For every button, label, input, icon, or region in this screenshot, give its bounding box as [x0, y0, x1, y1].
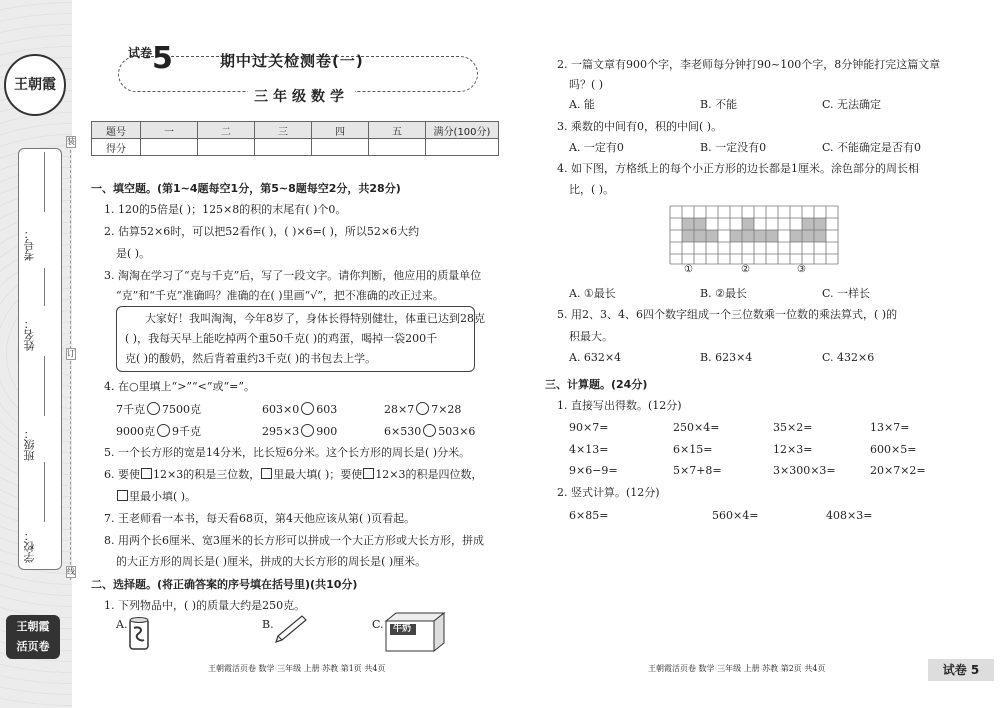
question-2-line1: 2. 估算52×6时，可以把52看作( )，( )×6=( )，所以52×6大约	[104, 225, 420, 238]
score-cell[interactable]	[198, 139, 255, 156]
calc-item: 5×7+8=	[673, 464, 722, 477]
option[interactable]: A. 一定有0	[569, 141, 624, 154]
story-box	[116, 306, 485, 372]
score-table-header	[92, 122, 499, 139]
compare-left: 9000克	[116, 425, 155, 438]
shaded-cell	[682, 218, 694, 230]
calc-item: 90×7=	[569, 421, 609, 434]
story-line: 克( )的酸奶，然后背着重约3千克( )的书包去上学。	[125, 352, 377, 365]
option[interactable]: C. 无法确定	[822, 98, 882, 111]
shaded-cell	[814, 218, 826, 230]
can-icon	[128, 616, 150, 652]
blank-square[interactable]	[261, 468, 272, 479]
story-line: ( )，我每天早上能吃掉两个重50千克( )的鸡蛋，喝掉一袋200千	[125, 332, 438, 345]
grid-label: ②	[741, 264, 750, 275]
cut-mark: 装	[67, 137, 75, 146]
question-3-line1: 3. 淘淘在学习了“克与千克”后，写了一段文字。请你判断，他应用的质量单位	[104, 269, 482, 282]
class-line[interactable]	[44, 356, 45, 416]
shaded-cell	[706, 230, 718, 242]
table-cell: 三	[255, 122, 312, 139]
blank-square[interactable]	[141, 468, 152, 479]
compare-right: 7×28	[431, 403, 462, 416]
choice-3: 3. 乘数的中间有0，积的中间( )。	[557, 120, 723, 133]
compare-left: 28×7	[384, 403, 415, 416]
shaded-cell	[730, 230, 742, 242]
option[interactable]: B. 一定没有0	[700, 141, 767, 154]
calc-item: 3×300×3=	[773, 464, 836, 477]
paper-badge	[128, 41, 173, 76]
option[interactable]: A. 能	[569, 98, 595, 111]
compare-circle[interactable]	[301, 402, 314, 415]
score-cell[interactable]	[426, 139, 499, 156]
table-cell: 得分	[92, 139, 141, 156]
calc-item: 20×7×2=	[870, 464, 926, 477]
q6-text: 里最大填( )；要使	[273, 468, 363, 481]
school-line[interactable]	[44, 462, 45, 522]
table-cell: 满分(100分)	[426, 122, 499, 139]
shaded-cell	[802, 218, 814, 230]
badge-number: 5	[152, 41, 173, 76]
shaded-cell	[742, 230, 754, 242]
compare-right: 503×6	[438, 425, 476, 438]
option[interactable]: C. 不能确定是否有0	[822, 141, 922, 154]
compare-item	[384, 402, 461, 417]
compare-circle[interactable]	[423, 424, 436, 437]
brand-logo-bottom	[6, 615, 60, 659]
choice-1: 1. 下列物品中，( )的质量大约是250克。	[104, 599, 306, 612]
name-label: 姓名：	[23, 318, 36, 351]
compare-item	[116, 402, 201, 417]
shaded-cell	[814, 230, 826, 242]
page-title: 期中过关检测卷(一)	[220, 52, 364, 70]
compare-item	[262, 424, 337, 439]
section-3-title: 三、计算题。(24分)	[545, 378, 648, 391]
exam-number-line[interactable]	[44, 152, 45, 212]
compare-item	[116, 424, 201, 439]
question-6-line2	[116, 490, 196, 504]
calc-item: 250×4=	[673, 421, 720, 434]
school-label: 学校：	[23, 530, 36, 563]
story-line: 大家好！我叫淘淘，今年8岁了，身体长得特别健壮，体重已达到28克	[145, 312, 485, 325]
badge-label: 试卷	[128, 46, 153, 60]
paper-tag: 试卷 5	[928, 659, 994, 681]
grid-label: ③	[797, 264, 806, 275]
compare-right: 900	[316, 425, 338, 438]
choice-5-line2: 积最大。	[569, 330, 613, 343]
question-3-line2: “克”和“千克”准确吗？准确的在( )里画“√”，把不准确的改正过来。	[116, 289, 444, 302]
question-2-line2: 是( )。	[116, 247, 151, 260]
class-label: 班级：	[23, 428, 36, 461]
shaded-cell	[742, 218, 754, 230]
footer-right: 王朝霞活页卷 数学 三年级 上册 苏教 第2页 共4页	[648, 664, 826, 673]
q6-text: 12×3的积是四位数，	[375, 468, 483, 481]
compare-circle[interactable]	[147, 402, 160, 415]
blank-square[interactable]	[363, 468, 374, 479]
calc-item: 35×2=	[773, 421, 813, 434]
question-8-line2: 的大正方形的周长是( )厘米，拼成的大长方形的周长是( )厘米。	[116, 555, 427, 568]
section-1-title: 一、填空题。(第1~4题每空1分，第5~8题每空2分，共28分)	[91, 182, 401, 195]
option[interactable]: A. ①最长	[569, 287, 616, 300]
compare-circle[interactable]	[301, 424, 314, 437]
question-4: 4. 在○里填上“>”“<”或“=”。	[104, 380, 255, 393]
q6-text: 里最小填( )。	[129, 490, 197, 503]
calc-item: 13×7=	[870, 421, 910, 434]
score-table	[91, 121, 499, 156]
vertical-calc-item: 560×4=	[712, 509, 759, 522]
calc-item: 600×5=	[870, 443, 917, 456]
calc-item: 4×13=	[569, 443, 609, 456]
shaded-cell	[766, 230, 778, 242]
compare-circle[interactable]	[416, 402, 429, 415]
option[interactable]: B. 623×4	[700, 351, 753, 364]
compare-left: 6×530	[384, 425, 422, 438]
option[interactable]: C. 一样长	[822, 287, 871, 300]
square-grid-figure	[669, 205, 841, 277]
compare-right: 603	[316, 403, 338, 416]
question-8-line1: 8. 用两个长6厘米、宽3厘米的长方形可以拼成一个大正方形或大长方形，拼成	[104, 534, 484, 547]
pencil-icon	[272, 613, 308, 643]
table-cell: 四	[312, 122, 369, 139]
vertical-calc-item: 6×85=	[569, 509, 609, 522]
table-cell: 五	[369, 122, 426, 139]
question-6-line1	[104, 468, 483, 482]
cut-mark: 订	[67, 349, 75, 358]
name-line[interactable]	[44, 268, 45, 306]
table-cell: 题号	[92, 122, 141, 139]
shaded-cell	[790, 230, 802, 242]
choice-2-line1: 2. 一篇文章有900个字，李老师每分钟打90~100个字，8分钟能打完这篇文章	[557, 58, 941, 71]
exam-number-label: 考号：	[23, 228, 36, 261]
compare-left: 295×3	[262, 425, 300, 438]
score-cell[interactable]	[141, 139, 198, 156]
choice-4-line2: 比，( )。	[569, 183, 615, 196]
compare-right: 7500克	[162, 403, 201, 416]
calc-item: 9×6−9=	[569, 464, 618, 477]
question-1: 1. 120的5倍是( )；125×8的积的末尾有( )个0。	[104, 203, 347, 216]
question-5: 5. 一个长方形的宽是14分米，比长短6分米。这个长方形的周长是( )分米。	[104, 446, 471, 459]
brand-name: 王朝霞	[16, 620, 50, 633]
section-2-title: 二、选择题。(将正确答案的序号填在括号里)(共10分)	[91, 578, 358, 591]
calc-part-1: 1. 直接写出得数。(12分)	[557, 399, 682, 412]
score-cell[interactable]	[369, 139, 426, 156]
page-subtitle: 三年级数学	[248, 86, 355, 106]
grid-label: ①	[684, 264, 693, 275]
choice-5-line1: 5. 用2、3、4、6四个数字组成一个三位数乘一位数的乘法算式，( )的	[557, 308, 898, 321]
table-cell: 一	[141, 122, 198, 139]
option[interactable]: A. 632×4	[569, 351, 622, 364]
cut-mark: 线	[67, 567, 75, 576]
compare-left: 603×0	[262, 403, 300, 416]
shaded-cell	[754, 230, 766, 242]
question-7: 7. 王老师看一本书，每天看68页，第4天他应该从第( )页看起。	[104, 512, 416, 525]
compare-circle[interactable]	[157, 424, 170, 437]
option-label: C.	[372, 618, 384, 631]
table-cell: 二	[198, 122, 255, 139]
cut-line	[70, 140, 71, 580]
score-cell[interactable]	[255, 139, 312, 156]
option[interactable]: B. ②最长	[700, 287, 747, 300]
shaded-cell	[802, 230, 814, 242]
q6-text: 12×3的积是三位数，	[153, 468, 261, 481]
brand-series: 活页卷	[16, 640, 50, 653]
calc-part-2: 2. 竖式计算。(12分)	[557, 486, 660, 499]
compare-left: 7千克	[116, 403, 145, 416]
brand-logo	[4, 54, 66, 116]
compare-item	[262, 402, 337, 417]
vertical-calc-item: 408×3=	[826, 509, 873, 522]
calc-item: 12×3=	[773, 443, 813, 456]
shaded-cell	[694, 218, 706, 230]
choice-4-line1: 4. 如下图，方格纸上的每个小正方形的边长都是1厘米。涂色部分的周长相	[557, 162, 919, 175]
shaded-cell	[694, 230, 706, 242]
choice-2-line2: 吗？( )	[569, 78, 604, 91]
blank-square[interactable]	[117, 490, 128, 501]
compare-item	[384, 424, 475, 439]
brand-logo-text: 王朝霞	[14, 77, 56, 93]
shaded-cell	[682, 230, 694, 242]
calc-item: 6×15=	[673, 443, 713, 456]
milk-label: 牛奶	[393, 624, 412, 634]
option[interactable]: C. 432×6	[822, 351, 875, 364]
student-info-box	[18, 148, 62, 570]
option[interactable]: B. 不能	[700, 98, 738, 111]
footer-left: 王朝霞活页卷 数学 三年级 上册 苏教 第1页 共4页	[208, 664, 386, 673]
compare-right: 9千克	[172, 425, 201, 438]
option-label: B.	[262, 618, 274, 631]
score-cell[interactable]	[312, 139, 369, 156]
q6-text: 6. 要使	[104, 468, 140, 481]
score-table-row	[92, 139, 499, 156]
option-label: A.	[116, 618, 128, 631]
